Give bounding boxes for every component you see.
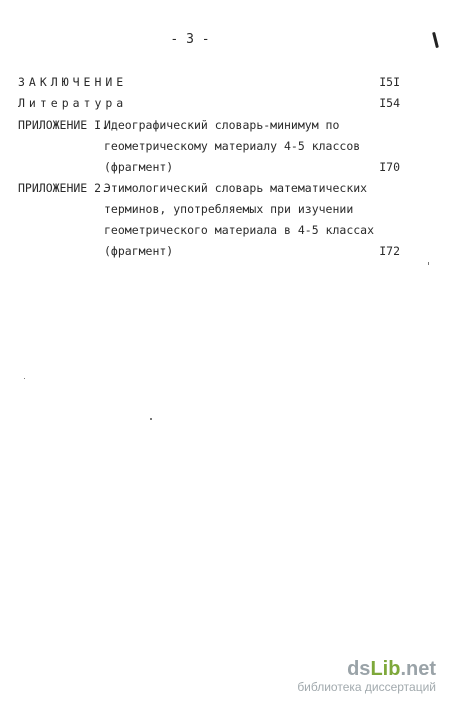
toc-entry-page: I5I xyxy=(379,75,400,89)
pen-mark xyxy=(432,32,439,48)
scan-speck xyxy=(428,262,429,265)
table-of-contents xyxy=(18,72,400,262)
toc-appendix-line: (фрагмент) xyxy=(104,160,174,174)
watermark xyxy=(297,658,436,694)
toc-appendix-line: геометрическому материалу 4-5 классов xyxy=(104,139,361,153)
toc-entry-conclusion xyxy=(18,72,400,93)
toc-entry-page: I70 xyxy=(379,160,400,174)
toc-appendix-line: Идеографический словарь-минимум по xyxy=(104,118,340,132)
toc-entry-page: I72 xyxy=(379,244,400,258)
toc-entry-literature xyxy=(18,93,400,114)
toc-appendix-line: Этимологический словарь математических xyxy=(104,181,368,195)
scan-speck xyxy=(150,418,152,420)
watermark-logo xyxy=(297,658,436,680)
toc-appendix-line: терминов, употребляемых при изучении xyxy=(104,202,354,216)
toc-appendix-label: ПРИЛОЖЕНИЕ I. xyxy=(18,118,109,132)
watermark-logo-lib: Lib xyxy=(370,658,401,680)
watermark-logo-prefix: ds xyxy=(347,658,371,680)
toc-entry-title: Литература xyxy=(18,96,128,110)
page-number: - 3 - xyxy=(170,32,210,47)
scan-speck xyxy=(24,378,25,379)
toc-entry-appendix-2 xyxy=(18,178,400,262)
toc-appendix-text xyxy=(104,115,400,178)
toc-appendix-line: (фрагмент) xyxy=(104,244,174,258)
toc-appendix-text xyxy=(104,178,414,262)
toc-entry-appendix-1 xyxy=(18,115,400,178)
toc-entry-title: ЗАКЛЮЧЕНИЕ xyxy=(18,75,128,89)
toc-appendix-line: геометрического материала в 4-5 классах xyxy=(104,223,375,237)
watermark-subtitle: библиотека диссертаций xyxy=(297,680,436,694)
watermark-logo-suffix: .net xyxy=(400,658,436,680)
toc-entry-page: I54 xyxy=(379,96,400,110)
toc-appendix-label: ПРИЛОЖЕНИЕ 2. xyxy=(18,181,109,195)
